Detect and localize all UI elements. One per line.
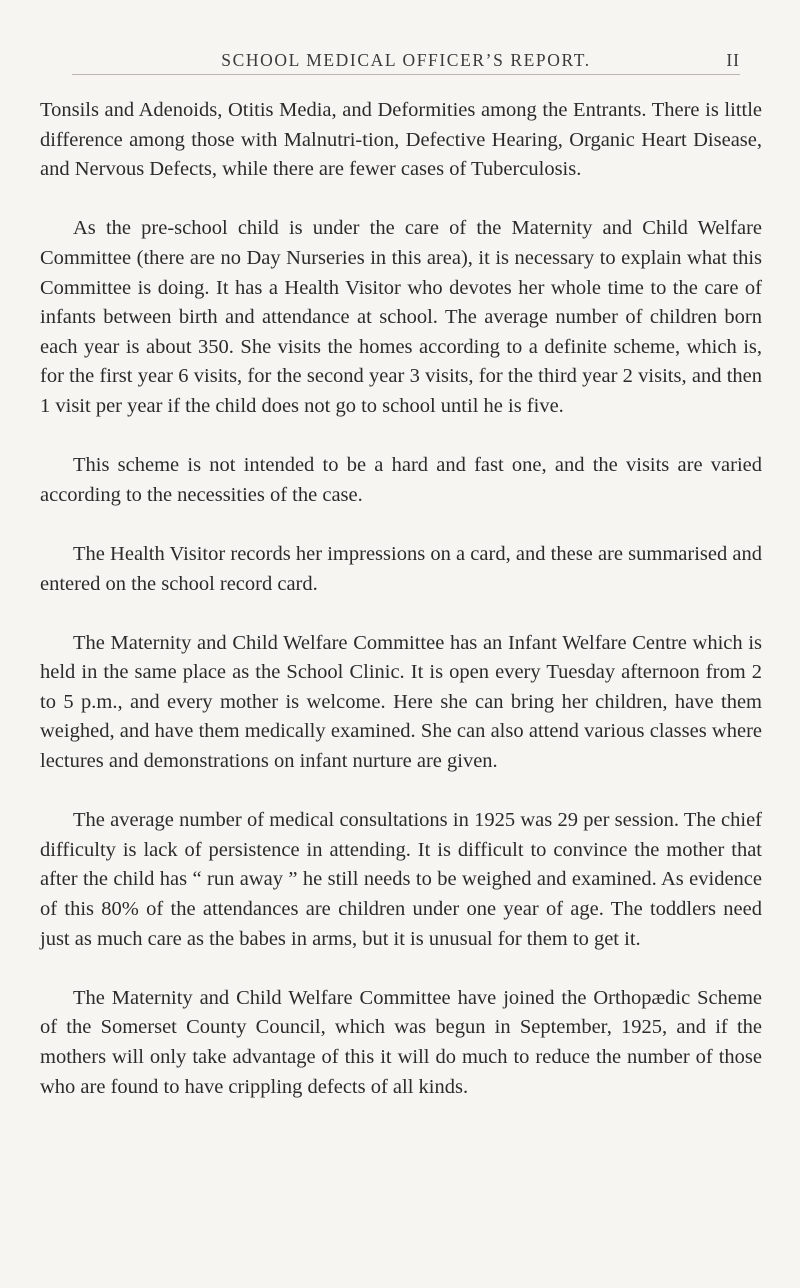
paragraph-7: The Maternity and Child Welfare Committee have joined the Orthopædic Scheme of the Somerset County Council, which was begun in September, 1925, and if the mothers will only take advantage of this it will do much to reduce the number of those who are found to have crippling defects of all kinds. <box>40 986 762 1098</box>
paragraph-5: The Maternity and Child Welfare Committee has an Infant Welfare Centre which is held in the same place as the School Clinic. It is open every Tuesday afternoon from 2 to 5 p.m., and every mother is welcome. Here she can bring her children, have them weighed, and have them medically examined. She can also attend various classes where lectures and demonstrations on infant nurture are given. <box>40 631 762 773</box>
running-header <box>72 50 740 76</box>
page-number: II <box>726 50 740 70</box>
paragraph-1: Tonsils and Adenoids, Otitis Media, and Deformities among the Entrants. There is little difference among those with Malnutri-tion, Defective Hearing, Organic Heart Disease, and Nervous Defects, while there are fewer cases of Tuberculosis. <box>40 99 762 181</box>
paragraph-6: The average number of medical consultations in 1925 was 29 per session. The chief difficulty is lack of persistence in attending. It is difficult to convince the mother that after the child has “ run away ” he still needs to be weighed and examined. As evidence of this 80% of the attendances are children under one year of age. The toddlers need just as much care as the babes in arms, but it is unusual for them to get it. <box>40 809 762 950</box>
paragraph-2: As the pre-school child is under the care of the Maternity and Child Welfare Committee (there are no Day Nurseries in this area), it is necessary to explain what this Committee is doing. It has a Health Visitor who devotes her whole time to the care of infants between birth and attendance at school. The average number of children born each year is about 350. She visits the homes according to a definite scheme, which is, for the first year 6 visits, for the second year 3 visits, for the third year 2 visits, and then 1 visit per year if the child does not go to school until he is five. <box>40 217 762 417</box>
header-rule <box>72 74 740 75</box>
running-title: SCHOOL MEDICAL OFFICER’S REPORT. <box>221 50 591 70</box>
paragraph-4: The Health Visitor records her impressions on a card, and these are summarised and entered on the school record card. <box>40 542 762 595</box>
body-text <box>40 96 762 1132</box>
paragraph-3: This scheme is not intended to be a hard and fast one, and the visits are varied according to the necessities of the case. <box>40 454 762 506</box>
